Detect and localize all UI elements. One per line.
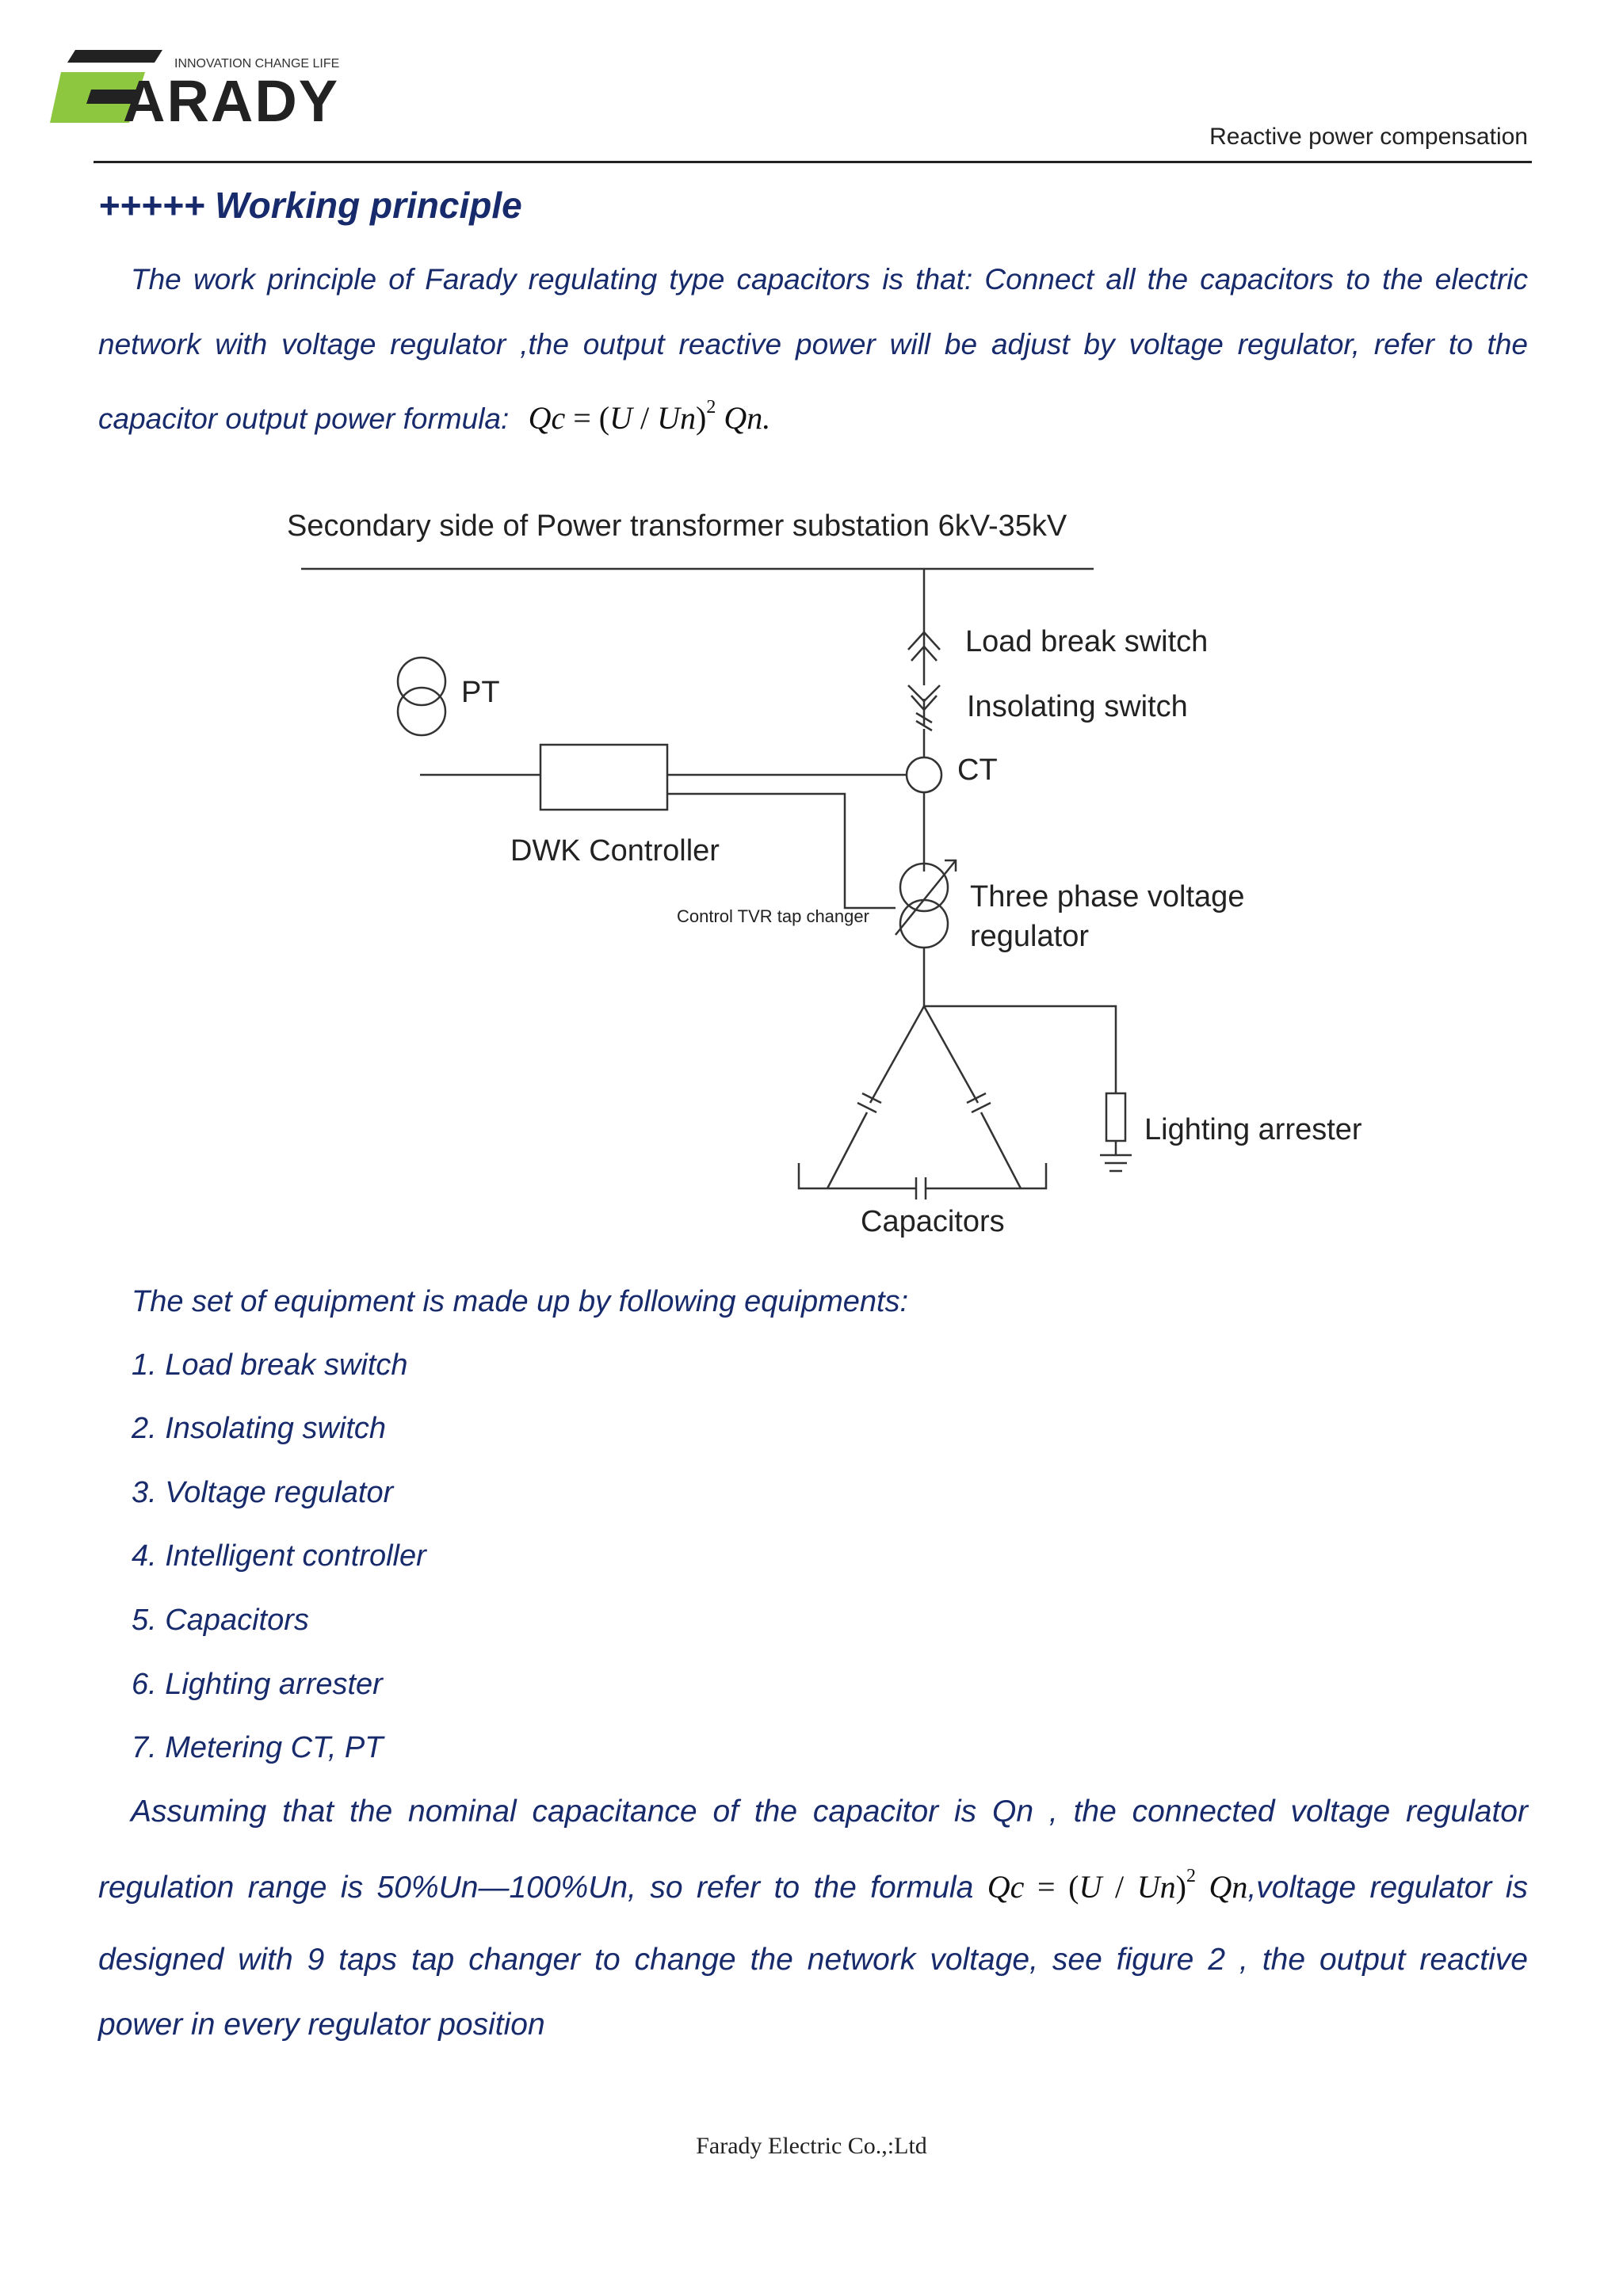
list-item: 2. Insolating switch xyxy=(132,1412,387,1445)
label-load-break-switch: Load break switch xyxy=(965,625,1209,658)
list-item: 5. Capacitors xyxy=(132,1604,309,1637)
equipment-intro: The set of equipment is made up by following equipments: xyxy=(132,1285,909,1318)
label-lighting-arrester: Lighting arrester xyxy=(1144,1113,1362,1146)
intro-end-period: . xyxy=(762,400,771,436)
dwk-controller-box xyxy=(540,745,667,810)
formula-un: Un xyxy=(1136,1869,1176,1905)
list-item: 6. Lighting arrester xyxy=(132,1668,383,1701)
header-section-label: Reactive power compensation xyxy=(1209,124,1528,150)
farady-logo xyxy=(44,44,416,135)
formula-lhs: Qc xyxy=(528,400,566,436)
page-footer: Farady Electric Co.,:Ltd xyxy=(696,2133,927,2159)
pt-symbol xyxy=(398,658,445,735)
diagram-title: Secondary side of Power transformer substation 6kV-35kV xyxy=(287,509,1067,543)
ct-symbol xyxy=(907,757,941,792)
formula-output-power xyxy=(528,396,763,436)
intro-line-2: network with voltage regulator ,the output reactive power will be adjust by voltage regulator, refer to the xyxy=(98,328,1528,360)
capacitor-bank-symbol xyxy=(799,1006,1046,1199)
label-dwk-controller: DWK Controller xyxy=(510,834,720,868)
load-break-switch-symbol xyxy=(908,632,940,685)
label-insolating-switch: Insolating switch xyxy=(967,690,1188,723)
list-item: 7. Metering CT, PT xyxy=(132,1731,384,1764)
assumption-line-4: power in every regulator position xyxy=(98,2008,545,2042)
compensation-schematic-diagram xyxy=(262,491,1419,1252)
section-title: +++++ Working principle xyxy=(98,185,522,226)
formula-paren-open: ( xyxy=(598,400,610,436)
formula-u: U xyxy=(609,400,632,436)
intro-line-1: The work principle of Farady regulating type capacitors is that: Connect all the capacitors to the electric xyxy=(131,263,1528,296)
formula-qn: Qn xyxy=(1209,1869,1248,1905)
list-item: 1. Load break switch xyxy=(132,1348,408,1382)
formula-exponent: 2 xyxy=(1186,1865,1196,1886)
formula-slash: / xyxy=(1114,1869,1125,1905)
intro-line-3-text: capacitor output power formula: xyxy=(98,402,510,435)
list-item: 4. Intelligent controller xyxy=(132,1539,426,1573)
insolating-switch-symbol xyxy=(908,685,940,757)
assumption-line-1: Assuming that the nominal capacitance of the capacitor is Qn , the connected voltage regulator xyxy=(131,1794,1528,1829)
assumption-line-2b: ,voltage regulator is xyxy=(1247,1871,1529,1905)
assumption-line-3: designed with 9 taps tap changer to change the network voltage, see figure 2 , the output reactive xyxy=(98,1943,1528,1977)
formula-output-power-2 xyxy=(987,1865,1248,1905)
formula-exponent: 2 xyxy=(706,396,716,418)
list-item: 3. Voltage regulator xyxy=(132,1476,394,1509)
label-pt: PT xyxy=(461,676,500,709)
label-regulator-line-1: Three phase voltage xyxy=(970,880,1245,913)
arrester-feeder-line xyxy=(924,1006,1116,1093)
logo-tagline: INNOVATION CHANGE LIFE xyxy=(174,57,340,71)
label-ct: CT xyxy=(957,753,998,787)
formula-paren-close: ) xyxy=(1175,1869,1186,1905)
formula-qn: Qn xyxy=(724,400,763,436)
formula-paren-close: ) xyxy=(696,400,707,436)
formula-un: Un xyxy=(657,400,696,436)
formula-eq: = xyxy=(573,400,591,436)
label-capacitors: Capacitors xyxy=(861,1205,1005,1238)
formula-eq: = xyxy=(1037,1869,1056,1905)
formula-slash: / xyxy=(640,400,650,436)
lighting-arrester-symbol xyxy=(1100,1093,1132,1171)
assumption-line-2a: regulation range is 50%Un—100%Un, so refer to the formula xyxy=(98,1871,974,1905)
intro-line-3 xyxy=(98,396,1528,437)
header-divider xyxy=(94,161,1532,163)
formula-u: U xyxy=(1079,1869,1102,1905)
formula-lhs: Qc xyxy=(987,1869,1025,1905)
assumption-line-2 xyxy=(98,1865,1529,1905)
formula-paren-open: ( xyxy=(1068,1869,1079,1905)
logo-wordmark: ARADY xyxy=(123,68,340,134)
voltage-regulator-symbol xyxy=(896,860,956,948)
label-regulator-line-2: regulator xyxy=(970,920,1089,953)
label-control-tvr: Control TVR tap changer xyxy=(677,906,869,926)
